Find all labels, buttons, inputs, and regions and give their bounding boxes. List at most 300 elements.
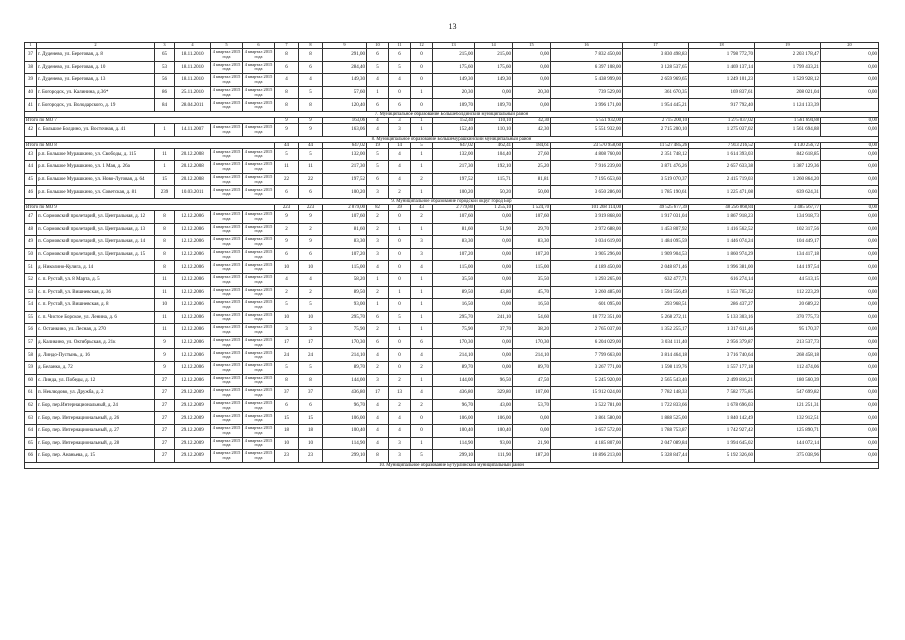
row-number: 62 bbox=[25, 399, 37, 412]
cell-c9: 83,30 bbox=[323, 236, 367, 249]
cell-c14: 51,90 bbox=[475, 223, 513, 236]
cell-c18: 616 274,14 bbox=[689, 273, 755, 286]
cell-c15: 214,10 bbox=[513, 349, 551, 362]
cell-c15: 21,90 bbox=[513, 437, 551, 450]
row-number: 53 bbox=[25, 286, 37, 299]
cell-c19: 213 537,73 bbox=[755, 336, 821, 349]
cell-c15: 115,00 bbox=[513, 261, 551, 274]
cell-c9: 291,00 bbox=[323, 49, 367, 62]
cell-c18: 2 657 633,38 bbox=[689, 161, 755, 174]
cell-c17: 293 968,51 bbox=[623, 299, 689, 312]
cell-c11: 0 bbox=[389, 299, 411, 312]
cell-c14: 37,70 bbox=[475, 324, 513, 337]
cell-c11: 4 bbox=[389, 161, 411, 174]
cell-c7: 23 bbox=[275, 450, 299, 463]
cell-c20: 0,00 bbox=[821, 161, 879, 174]
cell-c18: 169 837,61 bbox=[689, 86, 755, 99]
cell-c20: 0,00 bbox=[821, 336, 879, 349]
cell-c17: 1 909 904,53 bbox=[623, 248, 689, 261]
cell-c11: 1 bbox=[389, 286, 411, 299]
address-cell: с. Останкино, ул. Лесная, д. 270 bbox=[37, 324, 155, 337]
cell-c13: 35,50 bbox=[433, 273, 475, 286]
cell-c12: 1 bbox=[411, 437, 433, 450]
cell-c10: 4 bbox=[367, 74, 389, 87]
cell-c17: 1 484 095,59 bbox=[623, 236, 689, 249]
cell-c13: 107,60 bbox=[433, 210, 475, 223]
cell-c12: 0 bbox=[411, 412, 433, 425]
cell-c15: 0,00 bbox=[513, 425, 551, 438]
subtotal-c17: 11 527 485,26 bbox=[623, 142, 689, 148]
cell-c14: 43,80 bbox=[475, 286, 513, 299]
cell-c13: 175,60 bbox=[433, 61, 475, 74]
date-cell: 25.11.2010 bbox=[175, 86, 211, 99]
column-number: 7 bbox=[275, 43, 299, 49]
subtotal-c11: 3 bbox=[389, 117, 411, 123]
cell-c8: 5 bbox=[299, 299, 323, 312]
cell-c10: 5 bbox=[367, 61, 389, 74]
cell-c20: 0,00 bbox=[821, 399, 879, 412]
cell-c10: 5 bbox=[367, 161, 389, 174]
cell-c8: 23 bbox=[299, 450, 323, 463]
cell-c16: 7 832 450,00 bbox=[551, 49, 623, 62]
cell-c13: 81,60 bbox=[433, 223, 475, 236]
cell-c8: 6 bbox=[299, 248, 323, 261]
cell-c7: 37 bbox=[275, 387, 299, 400]
quarter-end-cell: 4 квартал 2015 года bbox=[243, 61, 275, 74]
cell-c19: 268 458,18 bbox=[755, 349, 821, 362]
row-number: 60 bbox=[25, 374, 37, 387]
address-cell: г. Бор, пер. Интернациональный, д. 28 bbox=[37, 437, 155, 450]
row-number: 65 bbox=[25, 437, 37, 450]
row-number: 39 bbox=[25, 74, 37, 87]
cell-c13: 100,20 bbox=[433, 186, 475, 199]
cell-c9: 57,60 bbox=[323, 86, 367, 99]
cell-c18: 286 437,27 bbox=[689, 299, 755, 312]
date-cell: 10.03.2011 bbox=[175, 186, 211, 199]
cell-c3: 1 bbox=[155, 161, 175, 174]
cell-c16: 4 189 450,00 bbox=[551, 261, 623, 274]
column-number: 1 bbox=[25, 43, 37, 49]
column-number: 11 bbox=[389, 43, 411, 49]
cell-c16: 7 799 663,00 bbox=[551, 349, 623, 362]
date-cell: 29.12.2009 bbox=[175, 425, 211, 438]
cell-c8: 9 bbox=[299, 210, 323, 223]
cell-c18: 917 792,40 bbox=[689, 99, 755, 112]
cell-c17: 1 888 525,00 bbox=[623, 412, 689, 425]
date-cell: 20.12.2008 bbox=[175, 173, 211, 186]
quarter-start-cell: 4 квартал 2015 года bbox=[211, 161, 243, 174]
cell-c20: 0,00 bbox=[821, 49, 879, 62]
cell-c16: 3 657 572,00 bbox=[551, 425, 623, 438]
column-number: 19 bbox=[755, 43, 821, 49]
cell-c19: 639 624,31 bbox=[755, 186, 821, 199]
cell-c3: 8 bbox=[155, 223, 175, 236]
subtotal-c15: 184,61 bbox=[513, 142, 551, 148]
cell-c19: 134 918,73 bbox=[755, 210, 821, 223]
quarter-end-cell: 4 квартал 2015 года bbox=[243, 299, 275, 312]
cell-c11: 0 bbox=[389, 248, 411, 261]
cell-c12: 1 bbox=[411, 311, 433, 324]
table-row bbox=[25, 286, 879, 299]
quarter-start-cell: 4 квартал 2015 года bbox=[211, 412, 243, 425]
cell-c18: 1 798 772,70 bbox=[689, 49, 755, 62]
cell-c8: 17 bbox=[299, 336, 323, 349]
register-table-sheet bbox=[24, 42, 878, 469]
cell-c17: 2 047 089,84 bbox=[623, 437, 689, 450]
cell-c20: 0,00 bbox=[821, 425, 879, 438]
cell-c18: 1 469 137,14 bbox=[689, 61, 755, 74]
cell-c19: 134 417,18 bbox=[755, 248, 821, 261]
row-number: 63 bbox=[25, 412, 37, 425]
column-number: 8 bbox=[299, 43, 323, 49]
subtotal-c20: 0,00 bbox=[821, 117, 879, 123]
address-cell: п. Сормовский пролетарий, ул. Центральная, д. 13 bbox=[37, 223, 155, 236]
cell-c12: 0 bbox=[411, 61, 433, 74]
date-cell: 12.12.2006 bbox=[175, 374, 211, 387]
subtotal-c17: 49 525 677,39 bbox=[623, 204, 689, 210]
cell-c19: 547 699,82 bbox=[755, 387, 821, 400]
cell-c10: 1 bbox=[367, 273, 389, 286]
cell-c8: 3 bbox=[299, 324, 323, 337]
address-cell: п. Неклюдово, ул. Дружба, д. 2 bbox=[37, 387, 155, 400]
cell-c15: 38,20 bbox=[513, 324, 551, 337]
cell-c16: 3 034 619,00 bbox=[551, 236, 623, 249]
cell-c19: 375 038,96 bbox=[755, 450, 821, 463]
cell-c10: 4 bbox=[367, 437, 389, 450]
cell-c18: 1 860 974,29 bbox=[689, 248, 755, 261]
cell-c7: 2 bbox=[275, 286, 299, 299]
address-cell: д. Каликино, ул. Октябрьская, д. 21к bbox=[37, 336, 155, 349]
cell-c13: 114,90 bbox=[433, 437, 475, 450]
subtotal-c17: 2 715 200,10 bbox=[623, 117, 689, 123]
cell-c20: 0,00 bbox=[821, 248, 879, 261]
subtotal-c16: 101 268 114,00 bbox=[551, 204, 623, 210]
date-cell: 28.04.2011 bbox=[175, 99, 211, 112]
cell-c14: 115,71 bbox=[475, 173, 513, 186]
cell-c12: 0 bbox=[411, 425, 433, 438]
cell-c11: 6 bbox=[389, 99, 411, 112]
cell-c9: 81,60 bbox=[323, 223, 367, 236]
cell-c10: 4 bbox=[367, 349, 389, 362]
cell-c9: 214,10 bbox=[323, 349, 367, 362]
cell-c18: 1 614 393,03 bbox=[689, 148, 755, 161]
cell-c18: 2 415 719,03 bbox=[689, 173, 755, 186]
address-cell: с. Линда, ул. Победы, д. 12 bbox=[37, 374, 155, 387]
cell-c14: 96,50 bbox=[475, 374, 513, 387]
cell-c7: 6 bbox=[275, 61, 299, 74]
subtotal-c14: 462,41 bbox=[475, 142, 513, 148]
cell-c10: 6 bbox=[367, 311, 389, 324]
date-cell: 29.12.2009 bbox=[175, 399, 211, 412]
cell-c16: 601 095,00 bbox=[551, 299, 623, 312]
cell-c10: 5 bbox=[367, 148, 389, 161]
cell-c19: 112 474,06 bbox=[755, 362, 821, 375]
subtotal-c16: 23 570 958,60 bbox=[551, 142, 623, 148]
cell-c3: 56 bbox=[155, 74, 175, 87]
cell-c8: 2 bbox=[299, 223, 323, 236]
quarter-end-cell: 4 квартал 2015 года bbox=[243, 261, 275, 274]
subtotal-c9: 2 879,00 bbox=[323, 204, 367, 210]
date-cell: 14.11.2007 bbox=[175, 123, 211, 136]
cell-c16: 3 260 485,00 bbox=[551, 286, 623, 299]
cell-c13: 132,00 bbox=[433, 148, 475, 161]
cell-c13: 299,10 bbox=[433, 450, 475, 463]
table-row bbox=[25, 299, 879, 312]
cell-c17: 3 871 476,26 bbox=[623, 161, 689, 174]
subtotal-c18: 7 913 216,52 bbox=[689, 142, 755, 148]
cell-c3: 239 bbox=[155, 186, 175, 199]
cell-c16: 3 861 580,00 bbox=[551, 412, 623, 425]
cell-c19: 1 260 864,20 bbox=[755, 173, 821, 186]
address-cell: с. п. Рустай, ул. Вишневская, д. 8 bbox=[37, 299, 155, 312]
table-row bbox=[25, 311, 879, 324]
page-number: 13 bbox=[448, 22, 457, 31]
table-row bbox=[25, 223, 879, 236]
cell-c7: 15 bbox=[275, 412, 299, 425]
cell-c20: 0,00 bbox=[821, 412, 879, 425]
cell-c9: 114,90 bbox=[323, 437, 367, 450]
quarter-start-cell: 4 квартал 2015 года bbox=[211, 299, 243, 312]
cell-c13: 83,30 bbox=[433, 236, 475, 249]
cell-c20: 0,00 bbox=[821, 349, 879, 362]
cell-c8: 6 bbox=[299, 61, 323, 74]
date-cell: 12.12.2006 bbox=[175, 286, 211, 299]
date-cell: 12.12.2006 bbox=[175, 236, 211, 249]
cell-c11: 0 bbox=[389, 86, 411, 99]
cell-c10: 1 bbox=[367, 299, 389, 312]
cell-c3: 27 bbox=[155, 399, 175, 412]
table-row bbox=[25, 186, 879, 199]
cell-c15: 0,00 bbox=[513, 49, 551, 62]
quarter-end-cell: 4 квартал 2015 года bbox=[243, 248, 275, 261]
cell-c13: 217,30 bbox=[433, 161, 475, 174]
row-number: 55 bbox=[25, 311, 37, 324]
address-cell: с. Большое Болдино, ул. Восточная, д. 41 bbox=[37, 123, 155, 136]
cell-c9: 436,80 bbox=[323, 387, 367, 400]
address-cell: р.п. Большое Мурашкино, ул. Ново-Луговая, д. 64 bbox=[37, 173, 155, 186]
address-cell: р.п. Большое Мурашкино, ул. Свободы, д. 115 bbox=[37, 148, 155, 161]
address-cell: п. Сормовский пролетарий, ул. Центральная, д. 15 bbox=[37, 248, 155, 261]
cell-c13: 215,00 bbox=[433, 49, 475, 62]
cell-c8: 10 bbox=[299, 437, 323, 450]
section-title: 7. Муниципальное образование Большеболдинский муниципальный район bbox=[25, 111, 879, 117]
cell-c9: 163,06 bbox=[323, 123, 367, 136]
cell-c11: 2 bbox=[389, 399, 411, 412]
cell-c20: 0,00 bbox=[821, 223, 879, 236]
address-cell: г. Дуденево, ул. Береговая, д. 10 bbox=[37, 61, 155, 74]
subtotal-c12: 43 bbox=[411, 204, 433, 210]
subtotal-c13: 152,40 bbox=[433, 117, 475, 123]
row-number: 46 bbox=[25, 186, 37, 199]
cell-c14: 192,10 bbox=[475, 161, 513, 174]
cell-c7: 10 bbox=[275, 311, 299, 324]
cell-c19: 1 529 928,12 bbox=[755, 74, 821, 87]
subtotal-c10: 82 bbox=[367, 204, 389, 210]
cell-c20: 0,00 bbox=[821, 173, 879, 186]
quarter-end-cell: 4 квартал 2015 года bbox=[243, 336, 275, 349]
row-number: 45 bbox=[25, 173, 37, 186]
cell-c9: 132,00 bbox=[323, 148, 367, 161]
cell-c8: 9 bbox=[299, 236, 323, 249]
subtotal-c19: 3 485 567,77 bbox=[755, 204, 821, 210]
subtotal-c10: 19 bbox=[367, 142, 389, 148]
cell-c11: 3 bbox=[389, 450, 411, 463]
cell-c12: 1 bbox=[411, 161, 433, 174]
column-number: 9 bbox=[323, 43, 367, 49]
table-row bbox=[25, 61, 879, 74]
cell-c10: 6 bbox=[367, 173, 389, 186]
table-row bbox=[25, 49, 879, 62]
address-cell: п. Сормовский пролетарий, ул. Центральная, д. 12 bbox=[37, 210, 155, 223]
subtotal-c15: 42,30 bbox=[513, 117, 551, 123]
cell-c9: 170,30 bbox=[323, 336, 367, 349]
cell-c16: 5 438 999,00 bbox=[551, 74, 623, 87]
cell-c20: 0,00 bbox=[821, 236, 879, 249]
cell-c8: 10 bbox=[299, 261, 323, 274]
cell-c3: 27 bbox=[155, 374, 175, 387]
quarter-start-cell: 4 квартал 2015 года bbox=[211, 437, 243, 450]
cell-c19: 20 689,22 bbox=[755, 299, 821, 312]
cell-c16: 4 185 807,00 bbox=[551, 437, 623, 450]
cell-c11: 4 bbox=[389, 412, 411, 425]
cell-c3: 11 bbox=[155, 273, 175, 286]
cell-c8: 8 bbox=[299, 99, 323, 112]
cell-c11: 0 bbox=[389, 362, 411, 375]
cell-c7: 8 bbox=[275, 86, 299, 99]
quarter-end-cell: 4 квартал 2015 года bbox=[243, 99, 275, 112]
subtotal-label: Итого по МО 7 bbox=[25, 117, 275, 123]
cell-c17: 361 670,35 bbox=[623, 86, 689, 99]
quarter-end-cell: 4 квартал 2015 года bbox=[243, 286, 275, 299]
cell-c14: 329,80 bbox=[475, 387, 513, 400]
cell-c17: 1 954 445,21 bbox=[623, 99, 689, 112]
cell-c7: 4 bbox=[275, 74, 299, 87]
cell-c13: 89,50 bbox=[433, 286, 475, 299]
cell-c11: 3 bbox=[389, 123, 411, 136]
column-number: 14 bbox=[475, 43, 513, 49]
table-row bbox=[25, 74, 879, 87]
table-row bbox=[25, 387, 879, 400]
cell-c17: 5 328 847,44 bbox=[623, 450, 689, 463]
quarter-start-cell: 4 квартал 2015 года bbox=[211, 173, 243, 186]
cell-c7: 3 bbox=[275, 324, 299, 337]
cell-c14: 0,00 bbox=[475, 349, 513, 362]
quarter-end-cell: 4 квартал 2015 года bbox=[243, 324, 275, 337]
quarter-end-cell: 4 квартал 2015 года bbox=[243, 74, 275, 87]
subtotal-c18: 48 256 868,84 bbox=[689, 204, 755, 210]
cell-c14: 175,60 bbox=[475, 61, 513, 74]
table-row bbox=[25, 349, 879, 362]
date-cell: 12.12.2006 bbox=[175, 210, 211, 223]
cell-c13: 149,30 bbox=[433, 74, 475, 87]
cell-c14: 50,20 bbox=[475, 186, 513, 199]
cell-c19: 95 170,37 bbox=[755, 324, 821, 337]
cell-c3: 11 bbox=[155, 286, 175, 299]
cell-c13: 214,10 bbox=[433, 349, 475, 362]
date-cell: 29.12.2009 bbox=[175, 387, 211, 400]
cell-c20: 0,00 bbox=[821, 210, 879, 223]
cell-c19: 104 449,17 bbox=[755, 236, 821, 249]
cell-c20: 0,00 bbox=[821, 186, 879, 199]
row-number: 54 bbox=[25, 299, 37, 312]
cell-c15: 107,20 bbox=[513, 248, 551, 261]
cell-c20: 0,00 bbox=[821, 74, 879, 87]
cell-c14: 110,10 bbox=[475, 123, 513, 136]
column-number: 18 bbox=[689, 43, 755, 49]
cell-c14: 215,00 bbox=[475, 49, 513, 62]
cell-c13: 75,90 bbox=[433, 324, 475, 337]
cell-c9: 96,70 bbox=[323, 399, 367, 412]
cell-c20: 0,00 bbox=[821, 311, 879, 324]
quarter-start-cell: 4 квартал 2015 года bbox=[211, 374, 243, 387]
row-number: 37 bbox=[25, 49, 37, 62]
cell-c3: 86 bbox=[155, 86, 175, 99]
cell-c18: 1 742 927,42 bbox=[689, 425, 755, 438]
cell-c11: 0 bbox=[389, 336, 411, 349]
date-cell: 12.12.2006 bbox=[175, 311, 211, 324]
cell-c12: 6 bbox=[411, 336, 433, 349]
cell-c3: 53 bbox=[155, 61, 175, 74]
cell-c3: 8 bbox=[155, 248, 175, 261]
cell-c3: 9 bbox=[155, 362, 175, 375]
subtotal-c8: 223 bbox=[299, 204, 323, 210]
cell-c17: 632 477,71 bbox=[623, 273, 689, 286]
date-cell: 12.12.2006 bbox=[175, 324, 211, 337]
cell-c3: 1 bbox=[155, 123, 175, 136]
cell-c8: 2 bbox=[299, 286, 323, 299]
cell-c12: 0 bbox=[411, 74, 433, 87]
date-cell: 12.12.2006 bbox=[175, 273, 211, 286]
cell-c11: 1 bbox=[389, 324, 411, 337]
cell-c18: 1 416 562,52 bbox=[689, 223, 755, 236]
cell-c8: 6 bbox=[299, 186, 323, 199]
row-number: 48 bbox=[25, 223, 37, 236]
cell-c11: 4 bbox=[389, 148, 411, 161]
table-row bbox=[25, 210, 879, 223]
cell-c16: 3 522 781,00 bbox=[551, 399, 623, 412]
cell-c14: 0,00 bbox=[475, 236, 513, 249]
cell-c10: 17 bbox=[367, 387, 389, 400]
date-cell: 12.12.2006 bbox=[175, 248, 211, 261]
address-cell: г. Богородск, ул. Володарского, д. 19 bbox=[37, 99, 155, 112]
cell-c15: 16,50 bbox=[513, 299, 551, 312]
cell-c7: 8 bbox=[275, 99, 299, 112]
cell-c8: 10 bbox=[299, 311, 323, 324]
register-table bbox=[24, 42, 879, 469]
cell-c12: 1 bbox=[411, 223, 433, 236]
cell-c10: 2 bbox=[367, 362, 389, 375]
date-cell: 29.12.2009 bbox=[175, 412, 211, 425]
cell-c9: 75,90 bbox=[323, 324, 367, 337]
cell-c20: 0,00 bbox=[821, 261, 879, 274]
quarter-end-cell: 4 квартал 2015 года bbox=[243, 49, 275, 62]
subtotal-c19: 4 130 256,72 bbox=[755, 142, 821, 148]
cell-c10: 2 bbox=[367, 286, 389, 299]
cell-c20: 0,00 bbox=[821, 148, 879, 161]
cell-c19: 370 775,73 bbox=[755, 311, 821, 324]
address-cell: г. Дуденево, ул. Береговая, д. 8 bbox=[37, 49, 155, 62]
table-row bbox=[25, 362, 879, 375]
cell-c16: 10 772 351,00 bbox=[551, 311, 623, 324]
cell-c17: 3 519 070,37 bbox=[623, 173, 689, 186]
cell-c10: 2 bbox=[367, 210, 389, 223]
quarter-start-cell: 4 квартал 2015 года bbox=[211, 286, 243, 299]
cell-c19: 180 560,39 bbox=[755, 374, 821, 387]
cell-c18: 5 133 303,16 bbox=[689, 311, 755, 324]
cell-c9: 197,52 bbox=[323, 173, 367, 186]
cell-c14: 93,00 bbox=[475, 437, 513, 450]
cell-c12: 2 bbox=[411, 399, 433, 412]
